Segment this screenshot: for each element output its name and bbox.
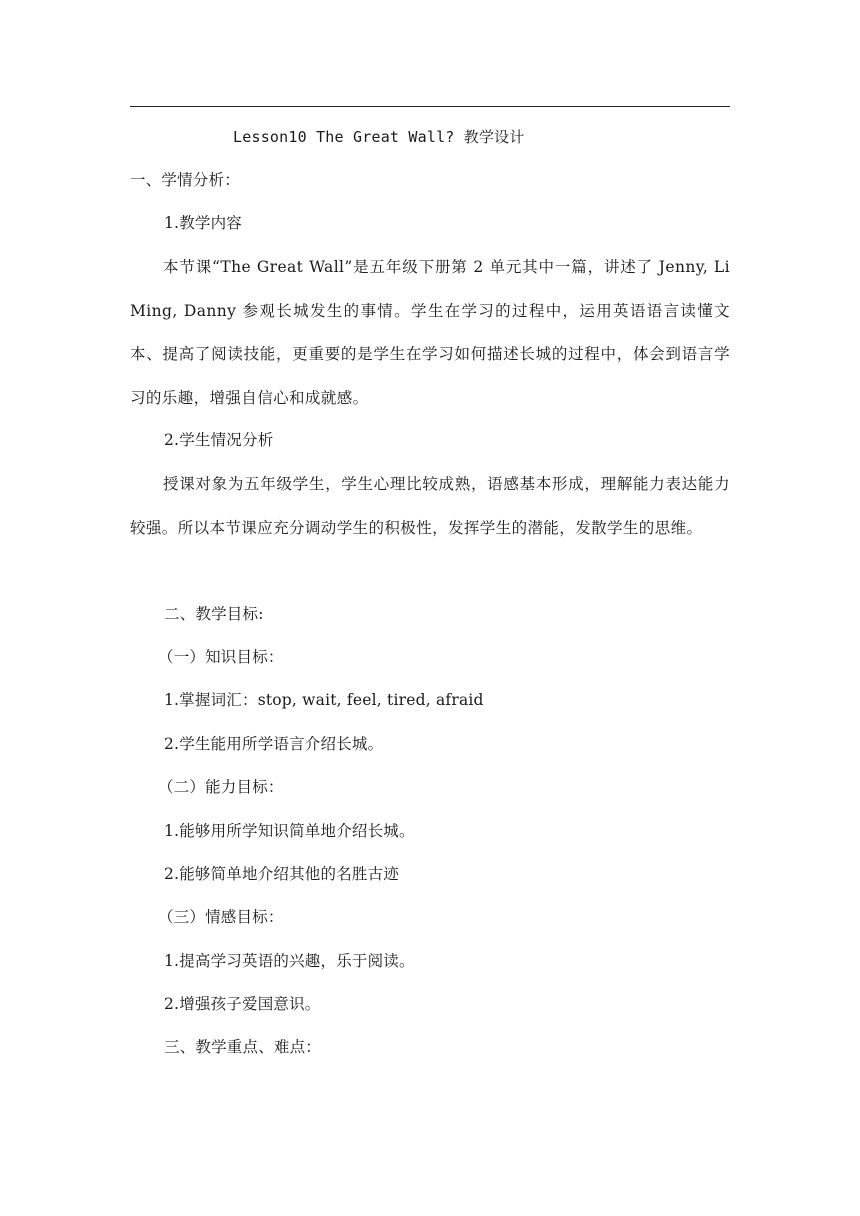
- header-rule: [130, 106, 730, 107]
- knowledge-item-2: 2.学生能用所学语言介绍长城。: [164, 735, 384, 753]
- section1-heading: 一、学情分析：: [130, 171, 240, 189]
- knowledge-heading: （一）知识目标：: [158, 648, 284, 666]
- ability-heading: （二）能力目标：: [158, 778, 284, 796]
- emotion-item-2: 2.增强孩子爱国意识。: [164, 995, 321, 1013]
- item2-heading: 2.学生情况分析: [164, 431, 274, 449]
- knowledge-item-1: 1.掌握词汇：stop, wait, feel, tired, afraid: [164, 691, 484, 709]
- ability-item-2: 2.能够简单地介绍其他的名胜古迹: [164, 865, 399, 883]
- document-title: Lesson10 The Great Wall? 教学设计: [233, 128, 525, 146]
- emotion-heading: （三）情感目标：: [158, 908, 284, 926]
- student-paragraph: 授课对象为五年级学生，学生心理比较成熟，语感基本形成，理解能力表达能力较强。所以本节课应充分调动学生的积极性，发挥学生的潜能，发散学生的思维。: [130, 475, 730, 537]
- item1-heading: 1.教学内容: [164, 214, 242, 232]
- section3-heading: 三、教学重点、难点：: [164, 1038, 322, 1056]
- ability-item-1: 1.能够用所学知识简单地介绍长城。: [164, 822, 415, 840]
- section2-heading: 二、教学目标:: [164, 605, 264, 623]
- emotion-item-1: 1.提高学习英语的兴趣，乐于阅读。: [164, 952, 415, 970]
- content-paragraph: 本节课“The Great Wall”是五年级下册第 2 单元其中一篇，讲述了 Jenny, Li Ming, Danny 参观长城发生的事情。学生在学习的过程中，运用英语语言读懂文本、提高了阅读技能，更重要的是学生在学习如何描述长城的过程中，体会到语言学习的乐趣，增强自信心和成就感。: [130, 258, 730, 407]
